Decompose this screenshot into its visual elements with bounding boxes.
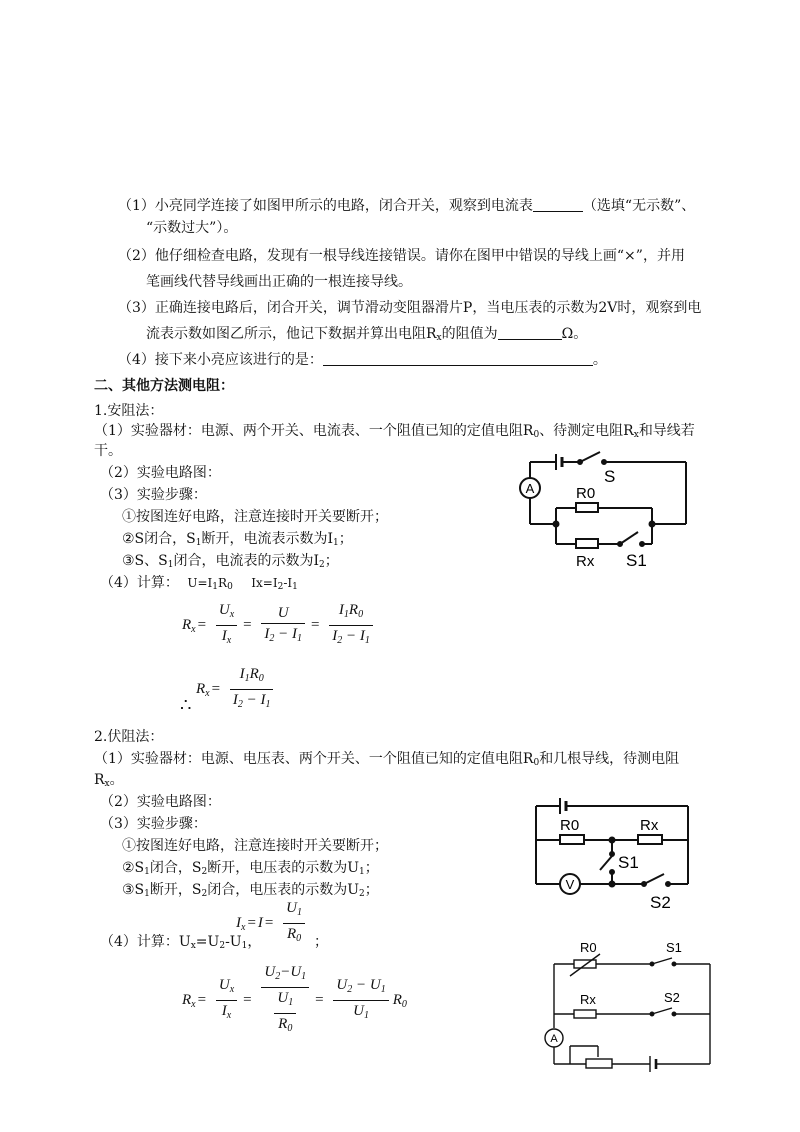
m2-step3-d: ； bbox=[364, 882, 379, 898]
m1-step2-a: ②S闭合，S bbox=[122, 531, 196, 547]
formula-rx-3: $R_x$ = $\frac{U_x}{I_x}$ = $\frac{U_2-U_1}{\frac{U_1}{R_0}}$ = $\frac{U_2 - U_1}{U_1}$ $R_0$ bbox=[182, 964, 407, 1034]
m1-calc-u-sub2: 0 bbox=[227, 582, 233, 592]
method-1-step-2 bbox=[122, 529, 353, 553]
method-2-equipment-line-1 bbox=[94, 749, 679, 773]
answer-blank-1 bbox=[533, 197, 583, 212]
m2-step3-a: ③S bbox=[122, 882, 145, 898]
m2-equip-c: R bbox=[94, 772, 105, 788]
m1-calc-i-a: Ix=I bbox=[251, 576, 278, 590]
m1-step2-b: 断开，电流表示数为I bbox=[201, 531, 333, 547]
rx-2-label: Rx bbox=[640, 817, 659, 834]
method-2-calc-end: ； bbox=[314, 934, 328, 950]
rheostat-slider-resistor bbox=[586, 1059, 612, 1068]
m1-equip-text-c: 和导线若 bbox=[638, 423, 695, 439]
m2-calc-c: -U bbox=[225, 934, 242, 950]
question-1-text: （1）小亮同学连接了如图甲所示的电路，闭合开关，观察到电流表 bbox=[118, 198, 533, 214]
m1-calc-i bbox=[251, 576, 298, 590]
method-1-diagram-label: （2）实验电路图： bbox=[100, 465, 221, 481]
m1-step3-b: 闭合，电流表的示数为I bbox=[173, 553, 319, 569]
question-3-line-1: （3）正确连接电路后，闭合开关，调节滑动变阻器滑片P，当电压表的示数为2V时，观察到电 bbox=[118, 300, 702, 316]
question-1-options: （选填“无示数”、 bbox=[582, 198, 696, 214]
m2-calc-sub1: x bbox=[190, 941, 196, 951]
question-3-text: 流表示数如图乙所示，他记下数据并算出电阻R bbox=[146, 326, 437, 342]
section-heading: 二、其他方法测电阻： bbox=[94, 378, 234, 394]
method-1-calc bbox=[100, 573, 298, 597]
switch-s1-2-label: S1 bbox=[618, 853, 639, 872]
formula-rx-1: $R_x$ = $\frac{U_x}{I_x}$ = $\frac{U}{I_2 - I_1}$ = $\frac{I_1R_0}{I_2 - I_1}$ bbox=[182, 600, 377, 651]
ammeter-label: A bbox=[525, 481, 535, 496]
voltmeter-label: V bbox=[565, 877, 575, 892]
m1-step3-a: ③S、S bbox=[122, 553, 168, 569]
m2-equip-b: 和几根导线，待测电阻 bbox=[539, 751, 680, 767]
m2-calc-d: ， bbox=[247, 934, 262, 950]
method-1-equipment-line-1 bbox=[94, 421, 695, 445]
switch-s1-blade bbox=[620, 532, 638, 544]
resistor-r0 bbox=[576, 503, 598, 512]
m2-equip-subx: x bbox=[104, 779, 110, 789]
question-4-line bbox=[118, 350, 607, 370]
circuit-diagram-ammeter-method-2 bbox=[540, 938, 720, 1074]
method-2-steps-title: （3）实验步骤： bbox=[100, 816, 207, 832]
resistor-rx bbox=[576, 539, 598, 548]
circuit-diagram-ammeter-method bbox=[508, 446, 698, 571]
question-3-line-2 bbox=[146, 324, 587, 348]
rx-3-label: Rx bbox=[580, 992, 596, 1007]
m2-calc-a: （4）计算：U bbox=[100, 934, 191, 950]
switch-s2-blade bbox=[644, 874, 664, 884]
m2-calc-b: =U bbox=[195, 934, 220, 950]
m1-step2-sub2: 1 bbox=[333, 538, 339, 548]
rx-label: Rx bbox=[576, 553, 595, 570]
m2-step2-sub2: 2 bbox=[201, 867, 208, 877]
method-2-title: 2.伏阻法： bbox=[94, 729, 164, 745]
m1-equip-subx: x bbox=[633, 430, 639, 440]
m1-equip-text-a: （1）实验器材：电源、两个开关、电流表、一个阻值已知的定值电阻R bbox=[94, 423, 534, 439]
r0-label: R0 bbox=[576, 485, 596, 502]
ammeter-3-label: A bbox=[550, 1033, 558, 1045]
method-1-step-3 bbox=[122, 551, 339, 575]
m2-equip-sub0: 0 bbox=[533, 758, 540, 768]
formula-rx-2: $R_x$ = $\frac{I_1R_0}{I_2 - I_1}$ bbox=[196, 664, 277, 715]
m1-calc-i-sub3: 2 bbox=[277, 582, 284, 592]
m2-step2-b: 闭合，S bbox=[149, 860, 202, 876]
question-1-line-1 bbox=[118, 196, 695, 216]
m2-calc-sub3: 1 bbox=[241, 941, 248, 951]
question-4-end: 。 bbox=[592, 352, 607, 368]
m2-step2-sub: 1 bbox=[144, 867, 150, 877]
m2-equip-d: 。 bbox=[109, 772, 124, 788]
method-2-step-2 bbox=[122, 858, 379, 882]
m1-step3-sub2: 2 bbox=[319, 560, 325, 570]
rheostat-r0 bbox=[574, 960, 596, 968]
s1-3-label: S1 bbox=[666, 940, 682, 955]
question-4-text: （4）接下来小亮应该进行的是： bbox=[118, 352, 323, 368]
m2-step3-sub2: 2 bbox=[201, 889, 208, 899]
method-1-title: 1.安阻法： bbox=[94, 403, 164, 419]
switch-s-blade bbox=[580, 452, 600, 462]
m1-calc-label: （4）计算： bbox=[100, 575, 179, 591]
m2-step3-sub3: 2 bbox=[359, 889, 365, 899]
r0-3-label: R0 bbox=[580, 940, 597, 955]
resistor-rx-3 bbox=[574, 1010, 596, 1018]
m2-step3-b: 断开，S bbox=[149, 882, 202, 898]
therefore-symbol: ∴ bbox=[180, 695, 192, 716]
method-2-diagram-label: （2）实验电路图： bbox=[100, 794, 221, 810]
m1-step2-sub: 1 bbox=[195, 538, 202, 548]
method-1-equipment-line-2: 干。 bbox=[94, 443, 122, 459]
question-2-line-1: （2）他仔细检查电路，发现有一根导线连接错误。请你在图甲中错误的导线上画“×”，并用 bbox=[118, 248, 685, 264]
resistor-r0-2 bbox=[560, 835, 584, 844]
question-3-text-2: 的阻值为 bbox=[441, 326, 498, 342]
resistor-rx-2 bbox=[638, 835, 662, 844]
m1-calc-i-b: -I bbox=[283, 576, 293, 590]
question-3-unit: Ω。 bbox=[561, 326, 588, 342]
method-2-equipment-line-2 bbox=[94, 770, 124, 794]
m1-calc-u-sub1: 1 bbox=[212, 582, 219, 592]
m1-calc-i-sub4: 1 bbox=[292, 582, 298, 592]
answer-blank-3 bbox=[498, 325, 562, 340]
m2-step2-a: ②S bbox=[122, 860, 145, 876]
m1-calc-u-b: R bbox=[218, 576, 228, 590]
m2-step3-sub: 1 bbox=[144, 889, 150, 899]
m2-equip-a: （1）实验器材：电源、电压表、两个开关、一个阻值已知的定值电阻R bbox=[94, 751, 534, 767]
m1-step2-c: ； bbox=[338, 531, 353, 547]
m2-step3-c: 闭合，电压表的示数为U bbox=[207, 882, 360, 898]
method-1-steps-title: （3）实验步骤： bbox=[100, 487, 207, 503]
switch-s2-label: S2 bbox=[650, 893, 671, 912]
method-2-calc bbox=[100, 932, 261, 956]
m2-calc-sub2: 2 bbox=[219, 941, 226, 951]
m2-step2-c: 断开，电压表的示数为U bbox=[207, 860, 360, 876]
m1-equip-text-b: 、待测定电阻R bbox=[539, 423, 634, 439]
m1-step3-c: ； bbox=[324, 553, 339, 569]
m1-calc-u-a: U=I bbox=[187, 576, 213, 590]
formula-ix: $I_x = I$ = $\frac{U_1}{R_0}$ bbox=[236, 898, 309, 949]
method-1-step-1: ①按图连好电路，注意连接时开关要断开； bbox=[122, 509, 388, 525]
switch-s1-label: S1 bbox=[626, 551, 647, 570]
m1-equip-sub0: 0 bbox=[533, 430, 540, 440]
m1-calc-u bbox=[187, 576, 232, 590]
switch-s1-2-blade bbox=[600, 856, 612, 870]
s2-3-label: S2 bbox=[664, 990, 680, 1005]
switch-s2-3-blade bbox=[652, 1008, 672, 1014]
m2-step2-sub3: 1 bbox=[359, 867, 365, 877]
switch-s-label: S bbox=[604, 467, 616, 486]
question-1-line-2: “示数过大”）。 bbox=[146, 220, 238, 236]
m1-step3-sub: 1 bbox=[167, 560, 174, 570]
circuit-diagram-voltmeter-method bbox=[526, 794, 696, 916]
switch-s1-3-blade bbox=[652, 958, 672, 964]
question-2-line-2: 笔画线代替导线画出正确的一根连接导线。 bbox=[146, 274, 412, 290]
r0-2-label: R0 bbox=[560, 817, 580, 834]
question-3-sub: x bbox=[436, 333, 442, 343]
method-2-step-1: ①按图连好电路，注意连接时开关要断开； bbox=[122, 838, 388, 854]
answer-blank-4 bbox=[323, 351, 593, 366]
m2-step2-d: ； bbox=[364, 860, 379, 876]
